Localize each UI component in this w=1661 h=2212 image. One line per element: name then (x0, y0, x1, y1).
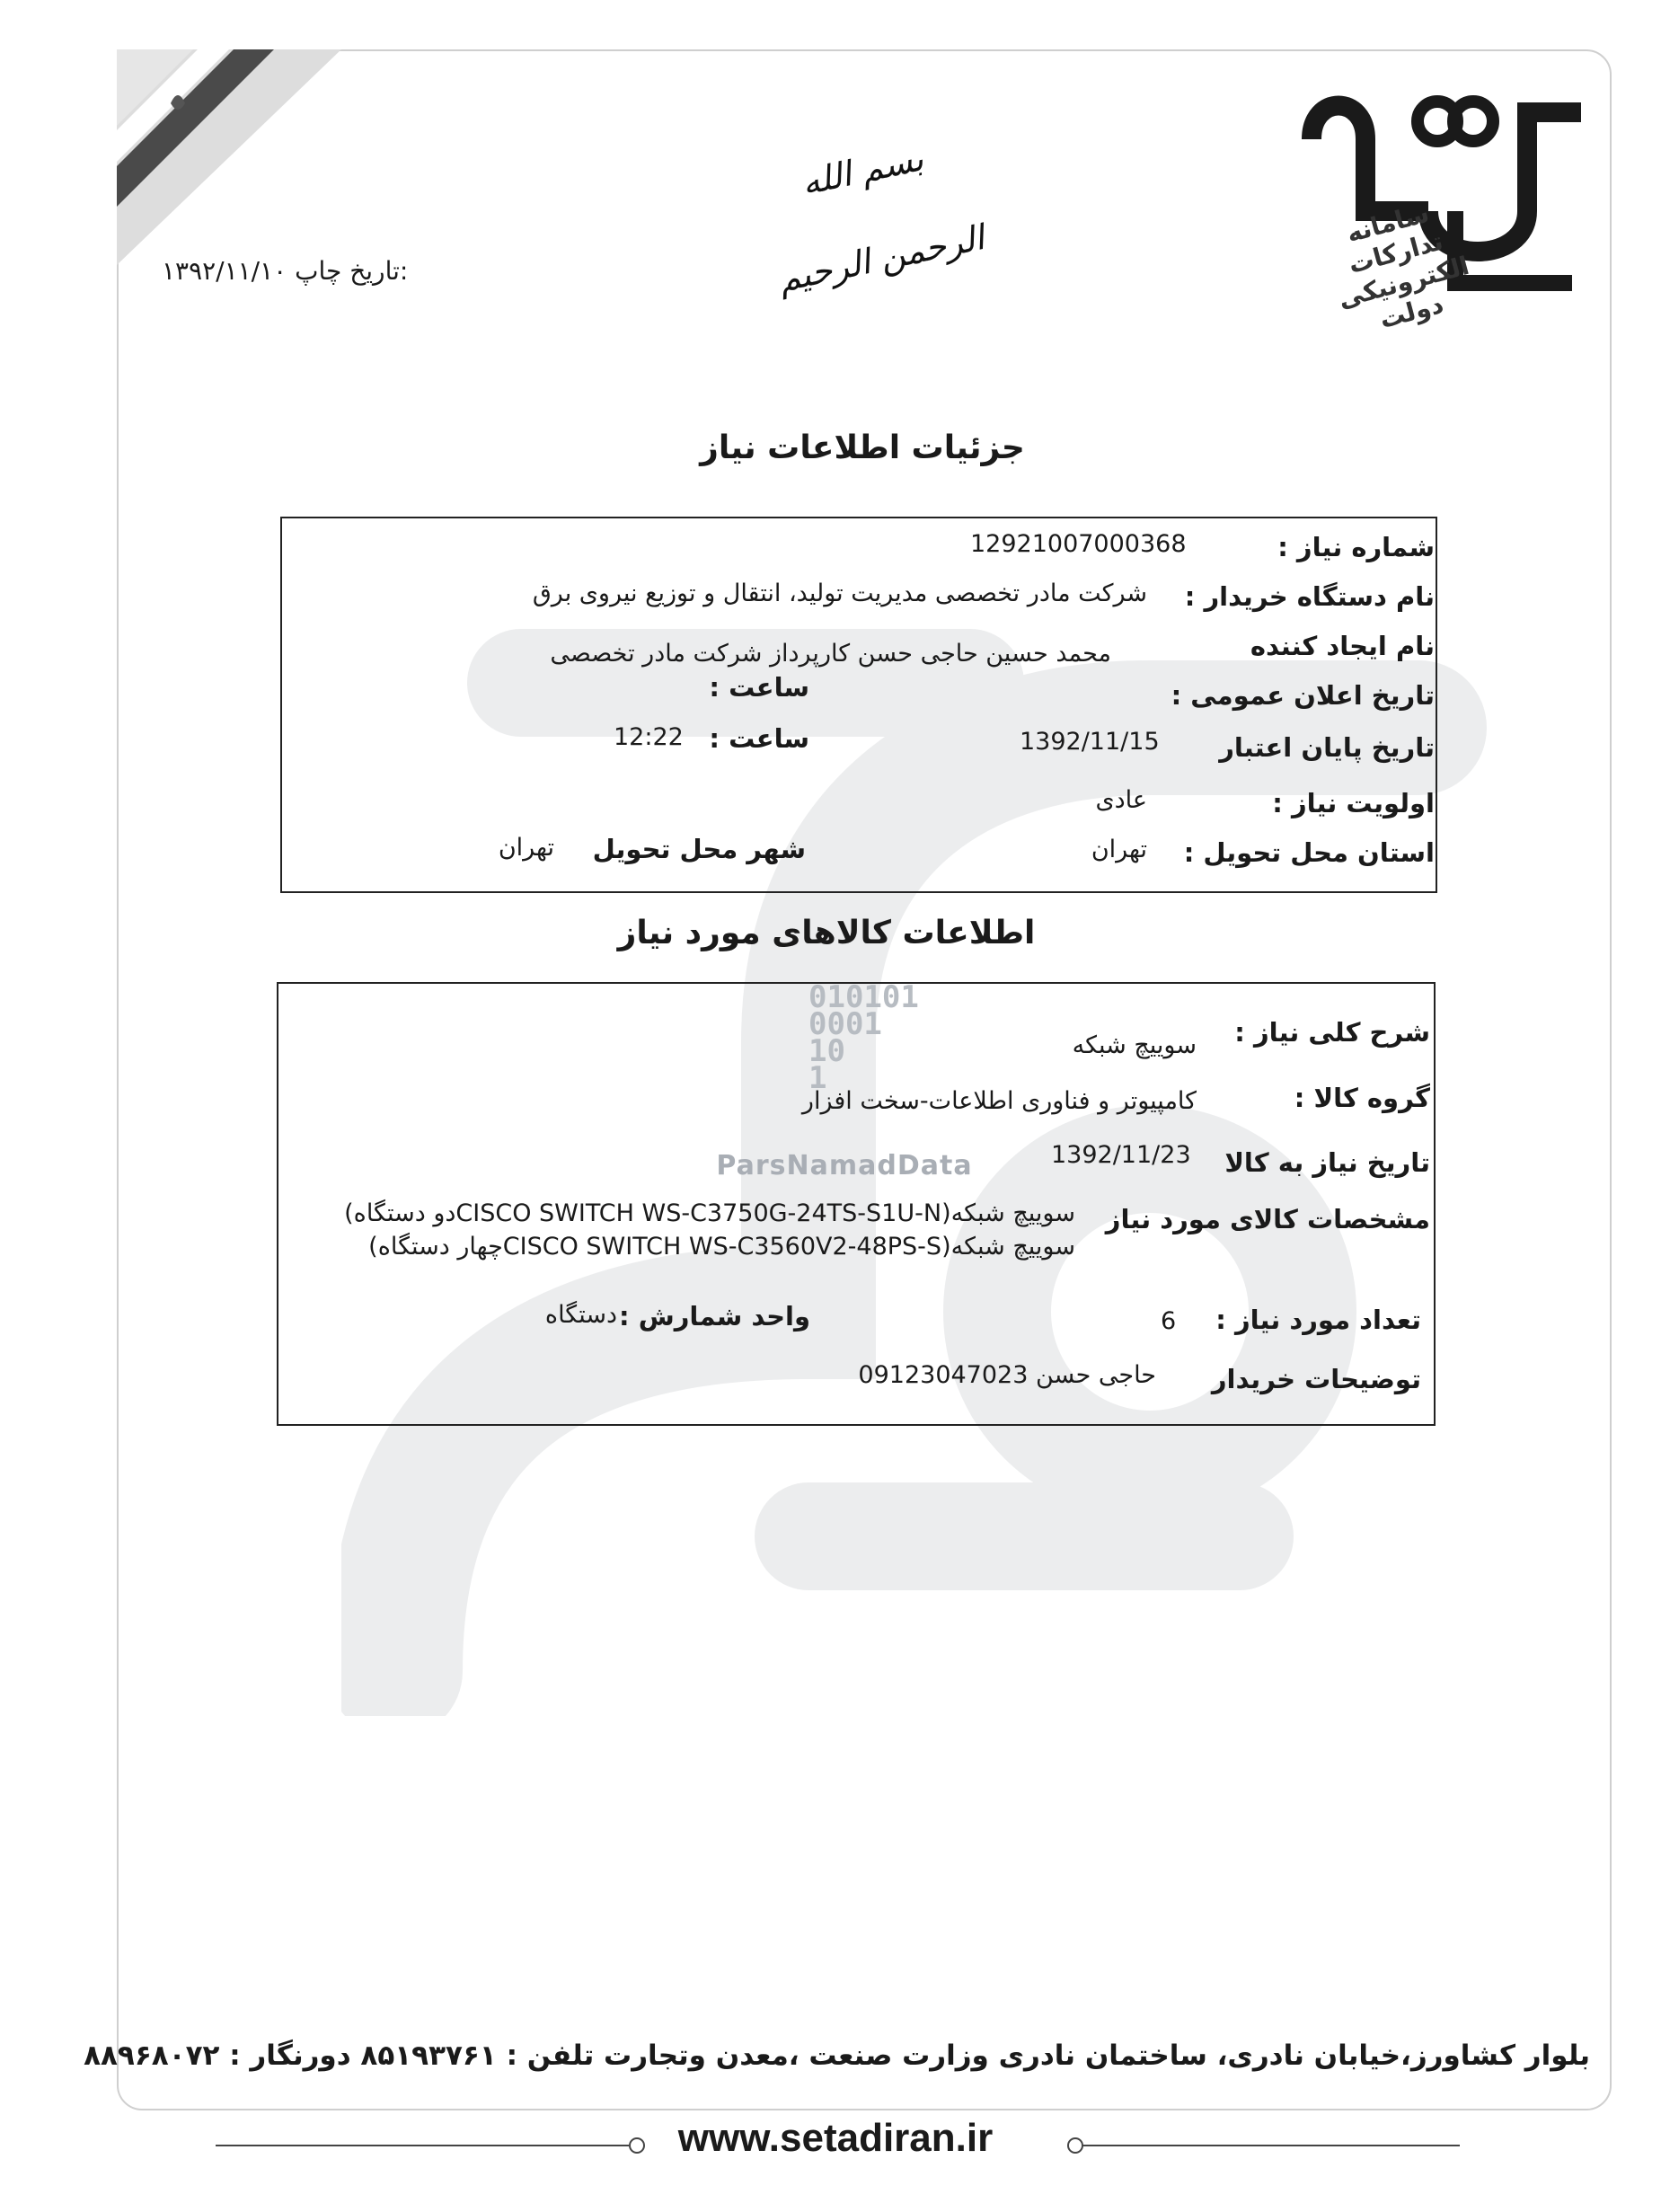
unit-value: دستگاه (544, 1301, 617, 1329)
logo-caption: سامانه تدارکات الکترونیکی دولت (1335, 198, 1472, 335)
buyer-label: نام دستگاه خریدار : (1184, 581, 1435, 612)
print-date-value: ۱۳۹۲/۱۱/۱۰ (162, 256, 287, 286)
priority-value: عادی (1095, 786, 1147, 814)
bismillah-calligraphy: بسم الله الرحمن الرحیم (774, 138, 988, 300)
general-desc-label: شرح کلی نیاز : (1234, 1017, 1430, 1048)
quantity-label: تعداد مورد نیاز : (1215, 1305, 1421, 1335)
announce-date-label: تاریخ اعلان عمومی : (1171, 680, 1435, 711)
unit-label: واحد شمارش : (619, 1301, 810, 1332)
section-title-goods-info: اطلاعات کالاهای مورد نیاز (617, 915, 1036, 951)
quantity-value: 6 (1161, 1307, 1177, 1335)
footer-address: بلوار کشاورز،خیابان نادری، ساختمان نادری وزارت صنعت ،معدن وتجارت تلفن : ۸۵۱۹۳۷۶۱ دورنگار : ۸۸۹۶۸۰۷۲ (84, 2039, 1590, 2072)
expiry-time-value: 12:22 (614, 723, 684, 751)
footer-divider-left (216, 2145, 629, 2146)
goods-specs-label: مشخصات کالای مورد نیاز (1105, 1204, 1430, 1234)
watermark-binary: 010101 0001 10 1 (808, 979, 919, 1096)
footer-website-link[interactable]: www.setadiran.ir (677, 2116, 994, 2160)
goods-group-label: گروه کالا : (1294, 1083, 1430, 1113)
need-date-label: تاریخ نیاز به کالا (1224, 1147, 1430, 1178)
province-label: استان محل تحویل : (1183, 837, 1435, 868)
footer-dot-right-icon (1067, 2137, 1083, 2154)
city-value: تهران (498, 834, 554, 862)
buyer-value: شرکت مادر تخصصی مدیریت تولید، انتقال و توزیع نیروی برق (532, 580, 1147, 607)
goods-specs-line-1: سوییچ شبکه(CISCO SWITCH WS-C3750G-24TS-S1U-Nدو دستگاه) (344, 1199, 1075, 1227)
goods-specs-line-2: سوییچ شبکه(CISCO SWITCH WS-C3560V2-48PS-Sچهار دستگاه) (368, 1233, 1075, 1261)
province-value: تهران (1091, 836, 1147, 863)
general-desc-value: سوییچ شبکه (1072, 1031, 1197, 1059)
expiry-time-label: ساعت : (709, 723, 809, 754)
priority-label: اولویت نیاز : (1272, 788, 1435, 818)
city-label: شهر محل تحویل (592, 834, 806, 864)
expiry-date-value: 1392/11/15 (1020, 728, 1160, 756)
expiry-date-label: تاریخ پایان اعتبار (1219, 732, 1435, 763)
section-title-need-details: جزئیات اطلاعات نیاز (700, 429, 1025, 466)
watermark-brand: ParsNamadData (716, 1150, 973, 1181)
buyer-notes-label: توضیحات خریدار (1211, 1364, 1421, 1394)
print-date (162, 256, 521, 286)
iran-flag-emblem-icon (117, 49, 341, 265)
footer-divider-right (1082, 2145, 1460, 2146)
announce-time-label: ساعت : (709, 672, 809, 703)
buyer-notes-value: حاجی حسن 09123047023 (858, 1361, 1156, 1389)
goods-group-value: کامپیوتر و فناوری اطلاعات-سخت افزار (801, 1087, 1197, 1115)
creator-value: محمد حسین حاجی حسن کارپرداز شرکت مادر تخصصی (550, 640, 1111, 668)
need-number-value: 12921007000368 (970, 530, 1187, 558)
creator-label: نام ایجاد کننده (1250, 631, 1435, 661)
print-date-label: تاریخ چاپ: (295, 256, 409, 286)
need-number-label: شماره نیاز : (1277, 532, 1435, 562)
need-date-value: 1392/11/23 (1051, 1141, 1191, 1169)
